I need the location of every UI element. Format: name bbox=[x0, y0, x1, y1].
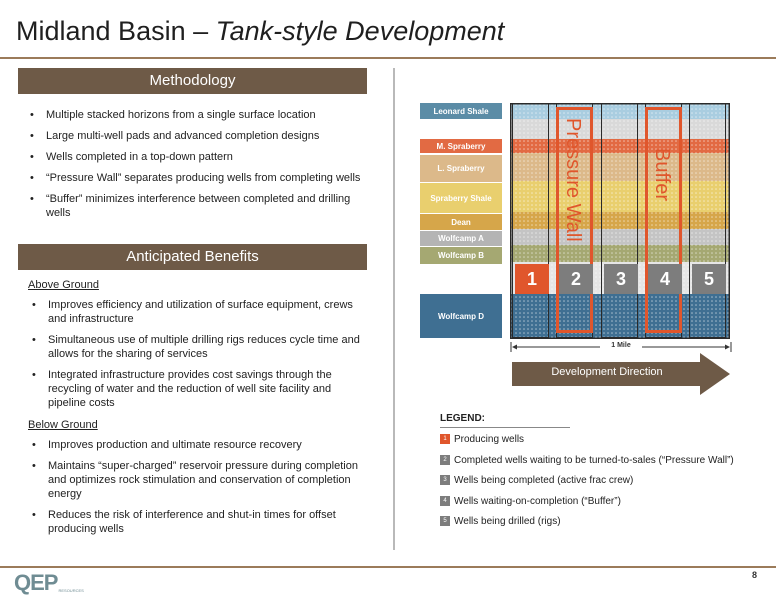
legend-title: LEGEND: bbox=[440, 413, 485, 424]
title-main: Midland Basin – bbox=[16, 16, 216, 46]
list-item: • Wells completed in a top-down pattern bbox=[28, 150, 373, 164]
list-item: • “Pressure Wall” separates producing wells from completing wells bbox=[28, 171, 373, 185]
layer-label-wolfcamp-a: Wolfcamp A bbox=[420, 231, 502, 246]
below-ground-list bbox=[30, 438, 365, 543]
list-item: • Improves efficiency and utilization of surface equipment, crews and infrastructure bbox=[30, 298, 365, 326]
list-item: • Reduces the risk of interference and shut-in times for offset producing wells bbox=[30, 508, 365, 536]
layer-label-l-spraberry: L. Spraberry bbox=[420, 155, 502, 182]
pressure-wall-label: Pressure Wall bbox=[562, 118, 584, 242]
logo-subtext: RESOURCES bbox=[58, 588, 84, 593]
well-column bbox=[601, 103, 638, 338]
company-logo bbox=[14, 570, 84, 596]
buffer-label: Buffer bbox=[651, 148, 673, 201]
legend-item bbox=[440, 473, 633, 487]
scale-label: 1 Mile bbox=[611, 342, 631, 349]
title-divider bbox=[0, 57, 776, 59]
title-italic: Tank-style Development bbox=[215, 16, 505, 46]
layer-label-wolfcamp-d: Wolfcamp D bbox=[420, 294, 502, 338]
column-divider bbox=[393, 68, 395, 550]
well-number-badge: 5 bbox=[692, 264, 726, 294]
layer-label-m-spraberry: M. Spraberry bbox=[420, 139, 502, 153]
list-item: • “Buffer” minimizes interference between completed and drilling wells bbox=[28, 192, 373, 220]
legend-text: Wells waiting-on-completion (“Buffer”) bbox=[454, 495, 621, 507]
well-number-badge: 3 bbox=[604, 264, 638, 294]
well-number-badge: 1 bbox=[515, 264, 549, 294]
list-item: • Multiple stacked horizons from a single surface location bbox=[28, 108, 373, 122]
legend-item bbox=[440, 514, 561, 528]
buffer-outline bbox=[645, 107, 682, 333]
layer-label-wolfcamp-b: Wolfcamp B bbox=[420, 247, 502, 264]
legend-text: Producing wells bbox=[454, 433, 525, 445]
well-number-badge: 4 bbox=[648, 264, 682, 294]
list-item: • Simultaneous use of multiple drilling rigs reduces cycle time and allows for the sharing of services bbox=[30, 333, 365, 361]
layer-label-leonard-shale: Leonard Shale bbox=[420, 103, 502, 119]
list-item: • Large multi-well pads and advanced completion designs bbox=[28, 129, 373, 143]
legend-item bbox=[440, 494, 621, 508]
legend-swatch: 5 bbox=[440, 516, 450, 526]
legend-underline bbox=[440, 427, 570, 428]
benefits-header: Anticipated Benefits bbox=[18, 244, 367, 270]
list-item: • Maintains “super-charged” reservoir pressure during completion and optimizes rock stimulation and conservation of completion energy bbox=[30, 459, 365, 501]
legend-swatch: 2 bbox=[440, 455, 450, 465]
below-ground-label: Below Ground bbox=[28, 419, 98, 431]
well-column bbox=[512, 103, 549, 338]
methodology-list bbox=[28, 108, 373, 227]
footer-divider bbox=[0, 566, 776, 568]
well-number-badge: 2 bbox=[559, 264, 593, 294]
logo-text: QEP bbox=[14, 570, 58, 595]
page-number: 8 bbox=[752, 570, 758, 580]
above-ground-label: Above Ground bbox=[28, 279, 99, 291]
legend-item bbox=[440, 453, 734, 467]
well-column bbox=[689, 103, 726, 338]
legend-swatch: 4 bbox=[440, 496, 450, 506]
legend-text: Completed wells waiting to be turned-to-sales (“Pressure Wall”) bbox=[454, 454, 734, 466]
legend-swatch: 1 bbox=[440, 434, 450, 444]
list-item: • Improves production and ultimate resource recovery bbox=[30, 438, 365, 452]
above-ground-list bbox=[30, 298, 365, 417]
list-item: • Integrated infrastructure provides cost savings through the recycling of water and the reduction of well site facility and pipeline costs bbox=[30, 368, 365, 410]
page-title bbox=[16, 16, 504, 47]
methodology-header: Methodology bbox=[18, 68, 367, 94]
layer-label-dean: Dean bbox=[420, 214, 502, 230]
legend-item bbox=[440, 432, 524, 446]
legend-text: Wells being completed (active frac crew) bbox=[454, 474, 634, 486]
legend-swatch: 3 bbox=[440, 475, 450, 485]
layer-label-spraberry-shale: Spraberry Shale bbox=[420, 183, 502, 213]
direction-label: Development Direction bbox=[551, 366, 663, 378]
legend-text: Wells being drilled (rigs) bbox=[454, 515, 561, 527]
